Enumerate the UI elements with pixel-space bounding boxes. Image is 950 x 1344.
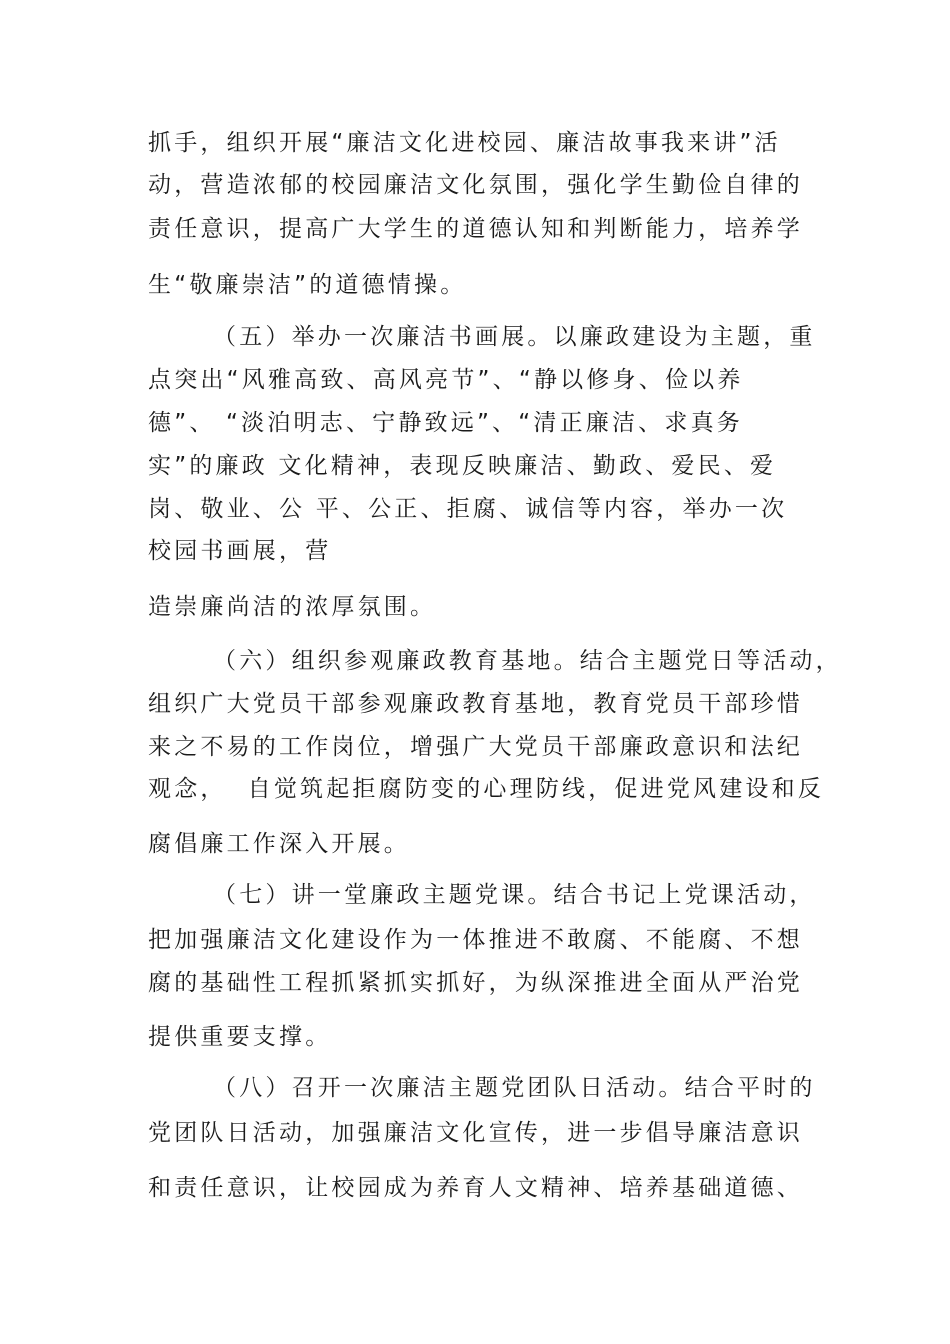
text-line: 实”的廉政 文化精神，表现反映廉洁、勤政、爱民、爱 (148, 453, 777, 479)
text-line: 动，营造浓郁的校园廉洁文化氛围，强化学生勤俭自律的 (148, 172, 803, 198)
paragraph-heading-6: （六）组织参观廉政教育基地。结合主题党日等活动， (213, 648, 842, 674)
text-line: 造崇廉尚洁的浓厚氛围。 (148, 594, 437, 620)
text-line: 腐的基础性工程抓紧抓实抓好，为纵深推进全面从严治党 (148, 970, 803, 996)
text-line: 来之不易的工作岗位，增强广大党员干部廉政意识和法纪 (148, 734, 803, 760)
text-line: 党团队日活动，加强廉洁文化宣传，进一步倡导廉洁意识 (148, 1120, 803, 1146)
paragraph-heading-5: （五）举办一次廉洁书画展。以廉政建设为主题，重 (213, 324, 816, 350)
text-line: 点突出“风雅高致、高风亮节”、“静以修身、俭以养 (148, 367, 744, 393)
text-line: 提供重要支撑。 (148, 1024, 332, 1050)
paragraph-heading-7: （七）讲一堂廉政主题党课。结合书记上党课活动， (213, 882, 816, 908)
text-line: 组织广大党员干部参观廉政教育基地，教育党员干部珍惜 (148, 691, 803, 717)
paragraph-heading-8: （八）召开一次廉洁主题党团队日活动。结合平时的 (213, 1075, 816, 1101)
text-line: 腐倡廉工作深入开展。 (148, 831, 410, 857)
text-line: 观念， 自觉筑起拒腐防变的心理防线，促进党风建设和反 (148, 776, 825, 802)
text-line: 和责任意识，让校园成为养育人文精神、培养基础道德、 (148, 1175, 803, 1201)
text-line: 责任意识，提高广大学生的道德认知和判断能力，培养学 (148, 216, 803, 242)
text-line: 生“敬廉崇洁”的道德情操。 (148, 272, 467, 298)
text-line: 德”、 “淡泊明志、宁静致远”、“清正廉洁、求真务 (148, 410, 743, 436)
text-line: 岗、敬业、公 平、公正、拒腐、诚信等内容，举办一次 (148, 496, 788, 522)
text-line: 抓手，组织开展“廉洁文化进校园、廉洁故事我来讲”活 (148, 130, 781, 156)
text-line: 校园书画展，营 (148, 538, 332, 564)
text-line: 把加强廉洁文化建设作为一体推进不敢腐、不能腐、不想 (148, 927, 803, 953)
